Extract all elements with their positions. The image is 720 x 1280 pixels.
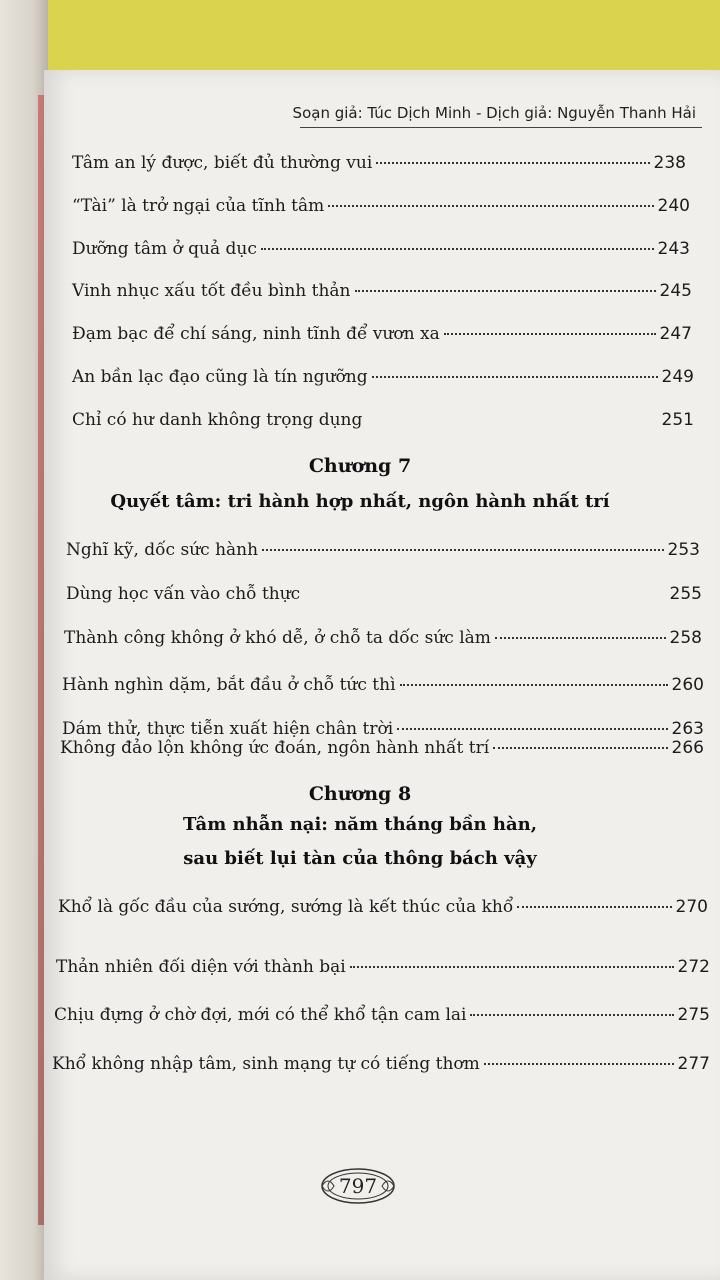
toc-entry[interactable] — [62, 675, 704, 695]
toc-entry-page: 260 — [671, 675, 704, 695]
dot-leader — [261, 248, 654, 250]
toc-entry[interactable] — [72, 324, 692, 344]
dot-leader — [366, 419, 657, 421]
toc-entry[interactable] — [58, 897, 708, 917]
toc-entry[interactable] — [54, 1005, 710, 1025]
toc-entry[interactable] — [72, 196, 690, 216]
toc-entry-page: 238 — [653, 153, 686, 173]
toc-entry-title: Chỉ có hư danh không trọng dụng — [72, 410, 363, 430]
toc-entry-page: 251 — [661, 410, 694, 430]
toc-entry-page: 275 — [677, 1005, 710, 1025]
page-number — [318, 1164, 398, 1208]
toc-entry-title: Hành nghìn dặm, bắt đầu ở chỗ tức thì — [62, 675, 396, 695]
toc-entry-title: Thành công không ở khó dễ, ở chỗ ta dốc sức làm — [64, 628, 491, 648]
dot-leader — [400, 684, 668, 686]
toc-entry[interactable] — [72, 239, 690, 259]
toc-entry-title: An bần lạc đạo cũng là tín ngưỡng — [72, 367, 368, 387]
toc-entry[interactable] — [66, 540, 700, 560]
chapter-title-line-2: sau biết lụi tàn của thông bách vậy — [183, 848, 537, 869]
toc-entry-title: Vinh nhục xấu tốt đều bình thản — [72, 281, 351, 301]
toc-entry[interactable] — [72, 410, 694, 430]
toc-entry[interactable] — [56, 957, 710, 977]
dot-leader — [484, 1063, 674, 1065]
toc-entry[interactable] — [52, 1054, 710, 1074]
toc-entry-page: 243 — [657, 239, 690, 259]
toc-entry[interactable] — [66, 584, 702, 604]
dot-leader — [372, 376, 658, 378]
dot-leader — [328, 205, 653, 207]
toc-entry-page: 270 — [675, 897, 708, 917]
page-number-text: 797 — [338, 1174, 378, 1198]
dot-leader — [350, 966, 674, 968]
toc-entry-title: Khổ là gốc đầu của sướng, sướng là kết thúc của khổ — [58, 897, 514, 917]
toc-entry[interactable] — [72, 367, 694, 387]
toc-entry-title: Dám thử, thực tiễn xuất hiện chân trời — [62, 719, 394, 739]
toc-entry[interactable] — [60, 738, 704, 758]
toc-entry[interactable] — [72, 153, 686, 173]
toc-entry-page: 249 — [661, 367, 694, 387]
toc-entry-page: 272 — [677, 957, 710, 977]
toc-entry-page: 247 — [659, 324, 692, 344]
chapter-number: Chương 8 — [308, 783, 412, 805]
toc-entry-page: 240 — [657, 196, 690, 216]
dot-leader — [493, 747, 667, 749]
dot-leader — [262, 549, 664, 551]
toc-entry-title: Nghĩ kỹ, dốc sức hành — [66, 540, 259, 560]
toc-entry-title: “Tài” là trở ngại của tĩnh tâm — [72, 196, 325, 216]
dot-leader — [470, 1014, 673, 1016]
chapter-number: Chương 7 — [308, 455, 412, 477]
chapter-title: Quyết tâm: tri hành hợp nhất, ngôn hành nhất trí — [110, 491, 610, 512]
dot-leader — [397, 728, 667, 730]
toc-entry-title: Khổ không nhập tâm, sinh mạng tự có tiếng thơm — [52, 1054, 480, 1074]
toc-entry-page: 245 — [659, 281, 692, 301]
dot-leader — [304, 593, 665, 595]
toc-entry-page: 277 — [677, 1054, 710, 1074]
toc-entry[interactable] — [72, 281, 692, 301]
toc-entry-page: 255 — [669, 584, 702, 604]
toc-entry[interactable] — [62, 719, 704, 739]
toc-entry[interactable] — [64, 628, 702, 648]
toc-entry-title: Chịu đựng ở chờ đợi, mới có thể khổ tận cam lai — [54, 1005, 467, 1025]
toc-entry-title: Tâm an lý được, biết đủ thường vui — [72, 153, 373, 173]
dot-leader — [355, 290, 656, 292]
toc-entry-page: 263 — [671, 719, 704, 739]
toc-entry-title: Dùng học vấn vào chỗ thực — [66, 584, 301, 604]
toc-entry-page: 266 — [671, 738, 704, 758]
toc-entry-page: 258 — [669, 628, 702, 648]
toc-entry-title: Không đảo lộn không ức đoán, ngôn hành nhất trí — [60, 738, 490, 758]
dot-leader — [495, 637, 666, 639]
toc-entry-title: Dưỡng tâm ở quả dục — [72, 239, 257, 259]
running-head: Soạn giả: Túc Dịch Minh - Dịch giả: Nguyễn Thanh Hải — [292, 104, 696, 122]
toc-entry-title: Đạm bạc để chí sáng, ninh tĩnh để vươn xa — [72, 324, 440, 344]
toc-entry-title: Thản nhiên đối diện với thành bại — [56, 957, 346, 977]
dot-leader — [444, 333, 656, 335]
chapter-title-line-1: Tâm nhẫn nại: năm tháng bần hàn, — [183, 814, 537, 835]
toc-entry-page: 253 — [667, 540, 700, 560]
dot-leader — [376, 162, 649, 164]
dot-leader — [517, 906, 671, 908]
